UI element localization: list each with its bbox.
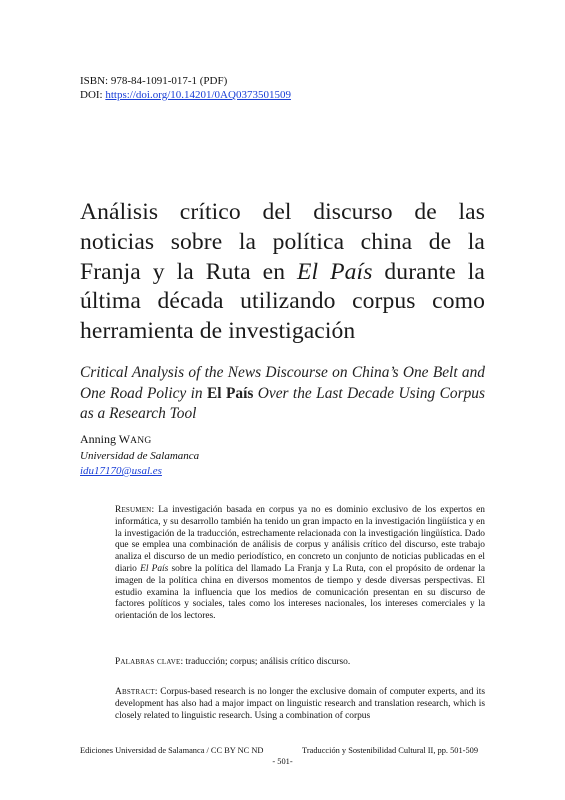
isbn-line: ISBN: 978-84-1091-017-1 (PDF) xyxy=(80,75,228,87)
subtitle-upright: El País xyxy=(207,384,254,402)
abstract-label: Abstract xyxy=(115,687,155,697)
doi-link[interactable]: https://doi.org/10.14201/0AQ0373501509 xyxy=(105,89,291,101)
abstract-paragraph xyxy=(115,687,485,723)
author-name xyxy=(80,431,152,449)
title-part1: Análisis crítico del discurso de las noticias sobre la política china de la Franja y la Ruta en xyxy=(80,199,485,285)
footer-publisher: Ediciones Universidad de Salamanca / CC BY NC ND xyxy=(80,746,264,755)
title-part2: durante la última década utilizando corpus como herramienta de investigación xyxy=(80,258,486,345)
subtitle-part1: Critical Analysis of the News Discourse on China’s One Belt and One Road Policy in xyxy=(80,364,485,402)
palabras-clave-paragraph xyxy=(115,657,485,669)
subtitle-part2: Over the Last Decade Using Corpus as a Research Tool xyxy=(80,384,485,422)
title-italic: El País xyxy=(297,258,373,285)
author-first: Anning W xyxy=(80,432,131,446)
palabras-label: Palabras clave xyxy=(115,657,181,667)
abstract-text: : Corpus-based research is no longer the exclusive domain of computer experts, and its development has also had a major impact on linguistic research and translation research, which is closely related to linguistic research. Using a combination of corpus xyxy=(115,687,485,721)
doi-label: DOI: xyxy=(80,89,106,101)
resumen-italic: El País xyxy=(140,563,169,574)
resumen-paragraph xyxy=(115,505,485,623)
resumen-text-b: sobre la política del llamado La Franja y La Ruta, con el propósito de ordenar la imagen de la política china en diversos momentos de tiempo y desde diversas perspectivas. El estudio examina la influencia que los medios de comunicación presentan en su discurso de factores políticos y sociales, tales como los intereses nacionales, los intereses comerciales y la orientación de los lectores. xyxy=(115,563,486,622)
doi-line xyxy=(80,88,291,102)
paper-subtitle xyxy=(80,363,485,425)
resumen-label: Resumen xyxy=(115,505,152,515)
resumen-text-a: : La investigación basada en corpus ya no es dominio exclusivo de los expertos en informática, y su desarrollo también ha tenido un gran impacto en la investigación lingüística y en la investigación de la traducción, estrechamente relacionada con la investigación lingüística. Dado que se emplea una combinación de análisis de corpus y análisis crítico del discurso, este trabajo analiza el discurso de un medio periodístico, en concreto un conjunto de noticias publicadas en el diario xyxy=(115,505,485,574)
paper-title xyxy=(80,198,485,347)
author-last: ANG xyxy=(130,436,152,446)
palabras-text: : traducción; corpus; análisis crítico discurso. xyxy=(180,657,351,667)
footer-journal: Traducción y Sostenibilidad Cultural II, pp. 501-509 xyxy=(302,746,479,755)
email-link[interactable]: idu17170@usal.es xyxy=(80,465,162,477)
page-number: - 501- xyxy=(272,757,293,766)
author-email xyxy=(80,464,162,478)
author-affiliation: Universidad de Salamanca xyxy=(80,450,200,462)
